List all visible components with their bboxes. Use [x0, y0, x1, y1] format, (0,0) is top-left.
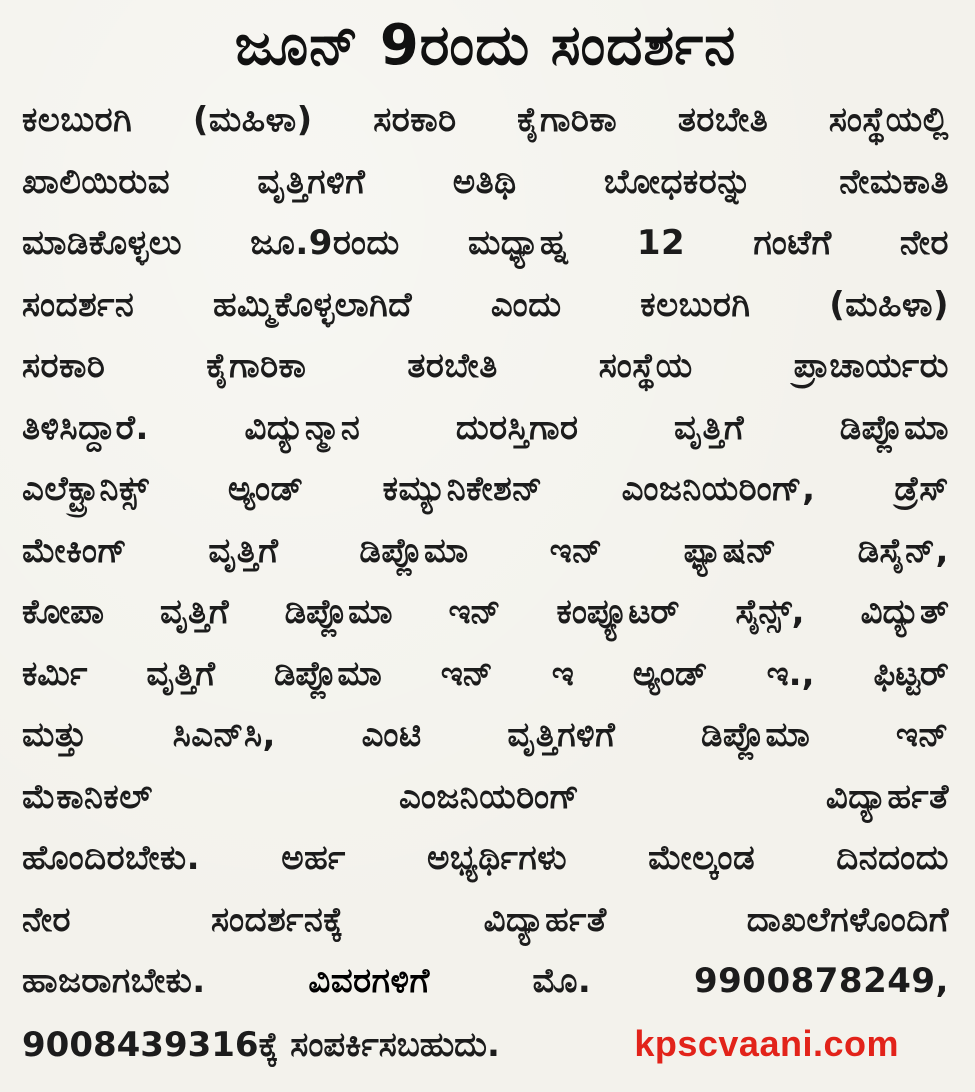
- article-word: ಮಾಡಿಕೊಳ್ಳಲು: [22, 223, 183, 263]
- article-line: [22, 767, 949, 829]
- article-line: [22, 90, 949, 152]
- article-word: ವೃತ್ತಿಗೆ: [146, 653, 216, 694]
- article-last-text: 9008439316ಕ್ಕೆ ಸಂಪರ್ಕಿಸಬಹುದು.: [22, 1024, 500, 1065]
- article-word: ವೃತ್ತಿಗೆ: [674, 407, 745, 448]
- article-line: [22, 705, 949, 767]
- article-word: ಎಂಜನಿಯರಿಂಗ್: [399, 776, 580, 817]
- article-line: [22, 275, 949, 337]
- article-word: ನೇರ: [22, 899, 72, 940]
- article-word: ಸಂಸ್ಥೆಯ: [598, 346, 693, 386]
- article-word: ಡಿಪ್ಲೊಮಾ: [359, 530, 469, 571]
- watermark: kpscvaani.com: [634, 1022, 899, 1064]
- article-word: ಹಮ್ಮಿಕೊಳ್ಳಲಾಗಿದೆ: [212, 284, 413, 325]
- article-word: 9900878249,: [693, 961, 949, 1001]
- article-body: [22, 90, 949, 1013]
- article-word: ಇ: [551, 653, 574, 694]
- article-word: ಫಿಟ್ಟರ್: [873, 653, 949, 694]
- article-word: ವಿದ್ಯುನ್ಮಾನ: [244, 407, 361, 448]
- article-word: ಎಂದು: [490, 284, 562, 325]
- article-word: ಕರ್ಮಿ: [22, 653, 88, 694]
- article-word: ತರಬೇತಿ: [407, 346, 498, 386]
- article-word: ಕಂಪ್ಯೂಟರ್: [556, 592, 680, 632]
- article-line: [22, 152, 949, 214]
- article-word: 12: [636, 223, 686, 263]
- article-word: ಡಿಪ್ಲೊಮಾ: [839, 407, 949, 448]
- article-line: [22, 828, 949, 890]
- article-word: ಕಲಬುರಗಿ: [22, 100, 133, 140]
- headline: ಜೂನ್ 9ರಂದು ಸಂದರ್ಶನ: [234, 13, 737, 78]
- article-word: ವೃತ್ತಿಗಳಿಗೆ: [257, 161, 366, 202]
- article-word: ಸೈನ್ಸ್,: [735, 592, 805, 632]
- article-word: ಹೊಂದಿರಬೇಕು.: [22, 838, 201, 878]
- article-word: ಎಂಟಿ: [361, 715, 422, 755]
- article-word: ಸಿಎನ್‌ಸಿ,: [172, 715, 276, 755]
- article-word: ಅರ್ಹ: [281, 838, 346, 878]
- article-word: ಅ್ಯಂಡ್: [632, 653, 708, 694]
- article-line: [22, 890, 949, 952]
- article-word: ಖಾಲಿಯಿರುವ: [22, 161, 171, 202]
- article-word: ವಿದ್ಯುತ್: [860, 592, 949, 632]
- article-word: ಡಿಸೈನ್,: [857, 530, 949, 571]
- article-line: [22, 398, 949, 460]
- article-line: [22, 336, 949, 398]
- article-word: ಕಲಬುರಗಿ: [640, 284, 751, 325]
- article-word: ವೃತ್ತಿಗೆ: [208, 530, 279, 571]
- article-word: ಫ್ಯಾಷನ್: [683, 530, 777, 571]
- article-word: ಕೈಗಾರಿಕಾ: [206, 346, 307, 386]
- article-word: ದುರಸ್ತಿಗಾರ: [455, 407, 579, 448]
- article-word: ವಿದ್ಯಾರ್ಹತೆ: [825, 776, 949, 817]
- article-word: ಕೋಪಾ: [22, 592, 104, 632]
- article-word: ಹಾಜರಾಗಬೇಕು.: [22, 961, 206, 1001]
- article-word: ನೇರ: [899, 223, 949, 263]
- article-line: [22, 521, 949, 583]
- article-word: ಡಿಪ್ಲೊಮಾ: [701, 715, 811, 755]
- article-word: ಮಧ್ಯಾಹ್ನ: [467, 223, 569, 263]
- article-word: ಇನ್: [440, 653, 493, 694]
- article-word: ದಾಖಲೆಗಳೊಂದಿಗೆ: [746, 899, 949, 940]
- article-word: ಮೇಕಿಂಗ್: [22, 530, 128, 571]
- article-word: ಗಂಟೆಗೆ: [753, 223, 832, 263]
- article-word: ಕಮ್ಯುನಿಕೇಶನ್: [382, 469, 543, 509]
- article-word: (ಮಹಿಳಾ): [192, 100, 313, 140]
- article-line: [22, 644, 949, 706]
- article-word: ತಿಳಿಸಿದ್ದಾರೆ.: [22, 407, 149, 448]
- article-word: ನೇಮಕಾತಿ: [839, 161, 949, 202]
- article-word: ಸರಕಾರಿ: [373, 100, 457, 140]
- article-line: [22, 951, 949, 1013]
- article-word: ಇನ್: [448, 592, 501, 632]
- article-word: ಸಂಸ್ಥೆಯಲ್ಲಿ: [828, 100, 949, 140]
- article-word: ಸಂದರ್ಶನ: [22, 284, 135, 325]
- article-word: ಎಂಜನಿಯರಿಂಗ್,: [621, 469, 816, 509]
- article-word: ಬೋಧಕರನ್ನು: [603, 161, 752, 202]
- article-word: ಡಿಪ್ಲೊಮಾ: [284, 592, 393, 632]
- article-word: ವೃತ್ತಿಗಳಿಗೆ: [507, 715, 616, 755]
- article-word: ವಿವರಗಳಿಗೆ: [308, 961, 430, 1001]
- article-last-line: [22, 1013, 949, 1075]
- article-word: ವೃತ್ತಿಗೆ: [159, 592, 229, 632]
- article-line: [22, 582, 949, 644]
- article-word: ಸರಕಾರಿ: [22, 346, 106, 386]
- article-word: ಮೊ.: [532, 961, 592, 1001]
- article-word: ಇನ್: [895, 715, 949, 755]
- article-word: ಕೈಗಾರಿಕಾ: [517, 100, 618, 140]
- article-word: ಇನ್: [549, 530, 603, 571]
- article-word: ಇ.,: [766, 653, 815, 694]
- article-line: [22, 213, 949, 275]
- article-word: ಅ್ಯಂಡ್: [227, 469, 304, 509]
- article-word: (ಮಹಿಳಾ): [829, 284, 949, 325]
- article-word: ಪ್ರಾಚಾರ್ಯರು: [793, 346, 949, 386]
- article-word: ಎಲೆಕ್ಟ್ರಾನಿಕ್ಸ್: [22, 469, 149, 509]
- article-word: ಮತ್ತು: [22, 715, 88, 755]
- article-word: ಅಭ್ಯರ್ಥಿಗಳು: [426, 838, 568, 878]
- article-word: ತರಬೇತಿ: [677, 100, 769, 140]
- article-word: ವಿದ್ಯಾರ್ಹತೆ: [483, 899, 607, 940]
- article-word: ಡ್ರೆಸ್: [894, 469, 949, 509]
- article-word: ದಿನದಂದು: [836, 838, 949, 878]
- article-word: ಮೆಕಾನಿಕಲ್: [22, 776, 153, 817]
- article-word: ಜೂ.9ರಂದು: [250, 223, 400, 263]
- article-word: ಮೇಲ್ಕಂಡ: [648, 838, 756, 878]
- article-word: ಅತಿಥಿ: [452, 161, 517, 202]
- article-word: ಡಿಪ್ಲೊಮಾ: [273, 653, 382, 694]
- article-word: ಸಂದರ್ಶನಕ್ಕೆ: [211, 899, 344, 940]
- article-line: [22, 459, 949, 521]
